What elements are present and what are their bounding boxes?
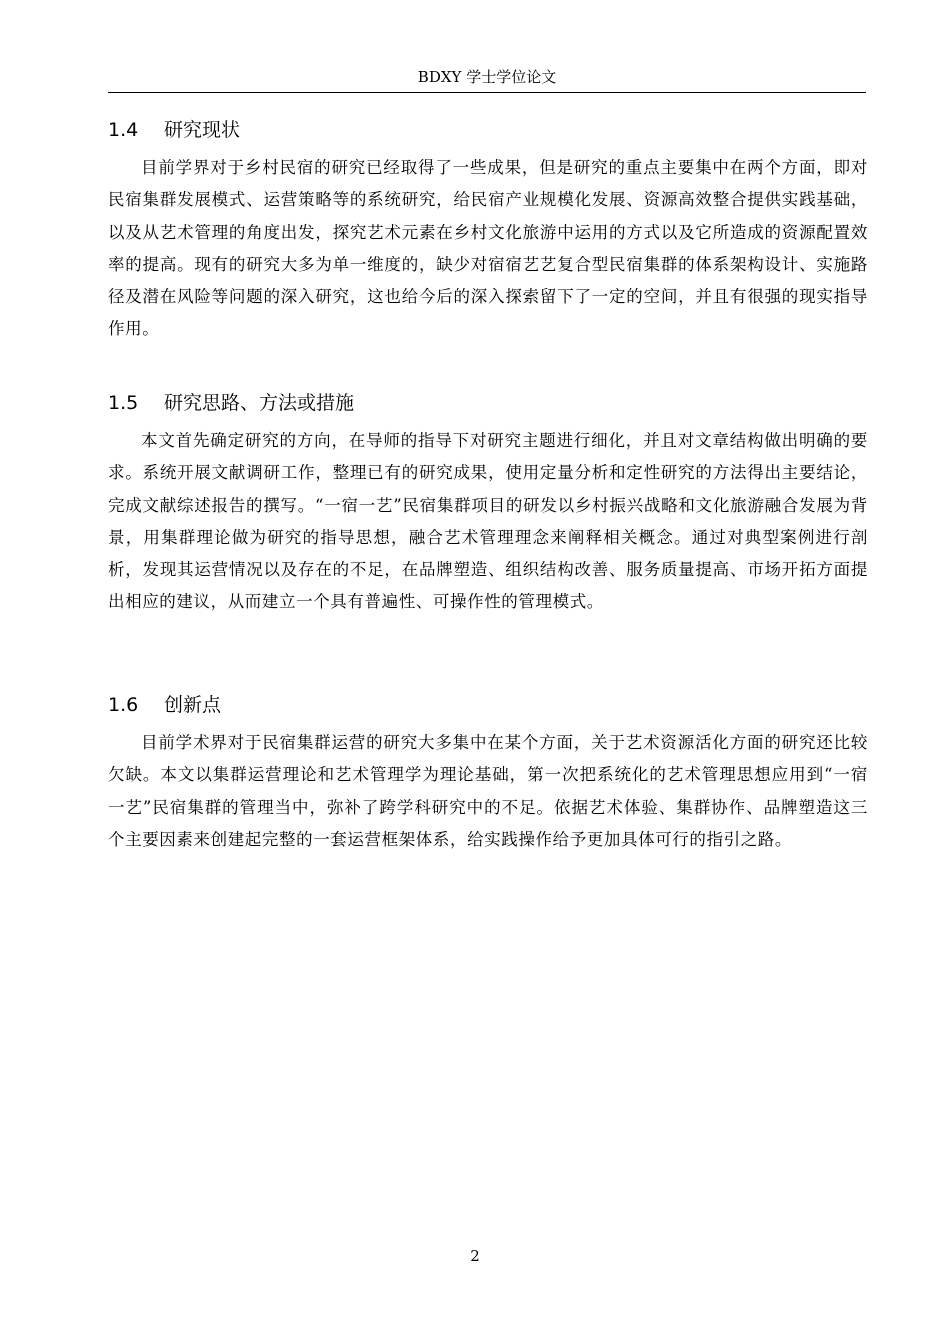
section-paragraph: 本文首先确定研究的方向，在导师的指导下对研究主题进行细化，并且对文章结构做出明确的要求。系统开展文献调研工作，整理已有的研究成果，使用定量分析和定性研究的方法得出主要结论，完成文献综述报告的撰写。“一宿一艺”民宿集群项目的研发以乡村振兴战略和文化旅游融合发展为背景，用集群理论做为研究的指导思想，融合艺术管理理念来阐释相关概念。通过对典型案例进行剖析，发现其运营情况以及存在的不足，在品牌塑造、组织结构改善、服务质量提高、市场开拓方面提出相应的建议，从而建立一个具有普遍性、可操作性的管理模式。	[108, 431, 868, 612]
page-header	[108, 64, 866, 93]
section-number: 1.6	[108, 694, 139, 716]
page-number: 2	[470, 1247, 480, 1265]
section-title: 创新点	[164, 694, 222, 716]
section-heading	[108, 391, 868, 415]
section-number: 1.5	[108, 392, 139, 414]
section-heading	[108, 118, 868, 142]
section-title: 研究思路、方法或措施	[164, 392, 355, 414]
section-1-6	[108, 693, 868, 856]
header-title: BDXY 学士学位论文	[417, 68, 557, 86]
section-1-5	[108, 391, 868, 619]
section-heading	[108, 693, 868, 717]
section-number: 1.4	[108, 119, 139, 141]
section-paragraph: 目前学界对于乡村民宿的研究已经取得了一些成果，但是研究的重点主要集中在两个方面，即对民宿集群发展模式、运营策略等的系统研究，给民宿产业规模化发展、资源高效整合提供实践基础，以及从艺术管理的角度出发，探究艺术元素在乡村文化旅游中运用的方式以及它所造成的资源配置效率的提高。现有的研究大多为单一维度的，缺少对宿宿艺艺复合型民宿集群的体系架构设计、实施路径及潜在风险等问题的深入研究，这也给今后的深入探索留下了一定的空间，并且有很强的现实指导作用。	[108, 158, 868, 339]
section-paragraph: 目前学术界对于民宿集群运营的研究大多集中在某个方面，关于艺术资源活化方面的研究还比较欠缺。本文以集群运营理论和艺术管理学为理论基础，第一次把系统化的艺术管理思想应用到“一宿一艺”民宿集群的管理当中，弥补了跨学科研究中的不足。依据艺术体验、集群协作、品牌塑造这三个主要因素来创建起完整的一套运营框架体系，给实践操作给予更加具体可行的指引之路。	[108, 733, 868, 849]
section-1-4	[108, 118, 868, 346]
section-title: 研究现状	[164, 119, 241, 141]
